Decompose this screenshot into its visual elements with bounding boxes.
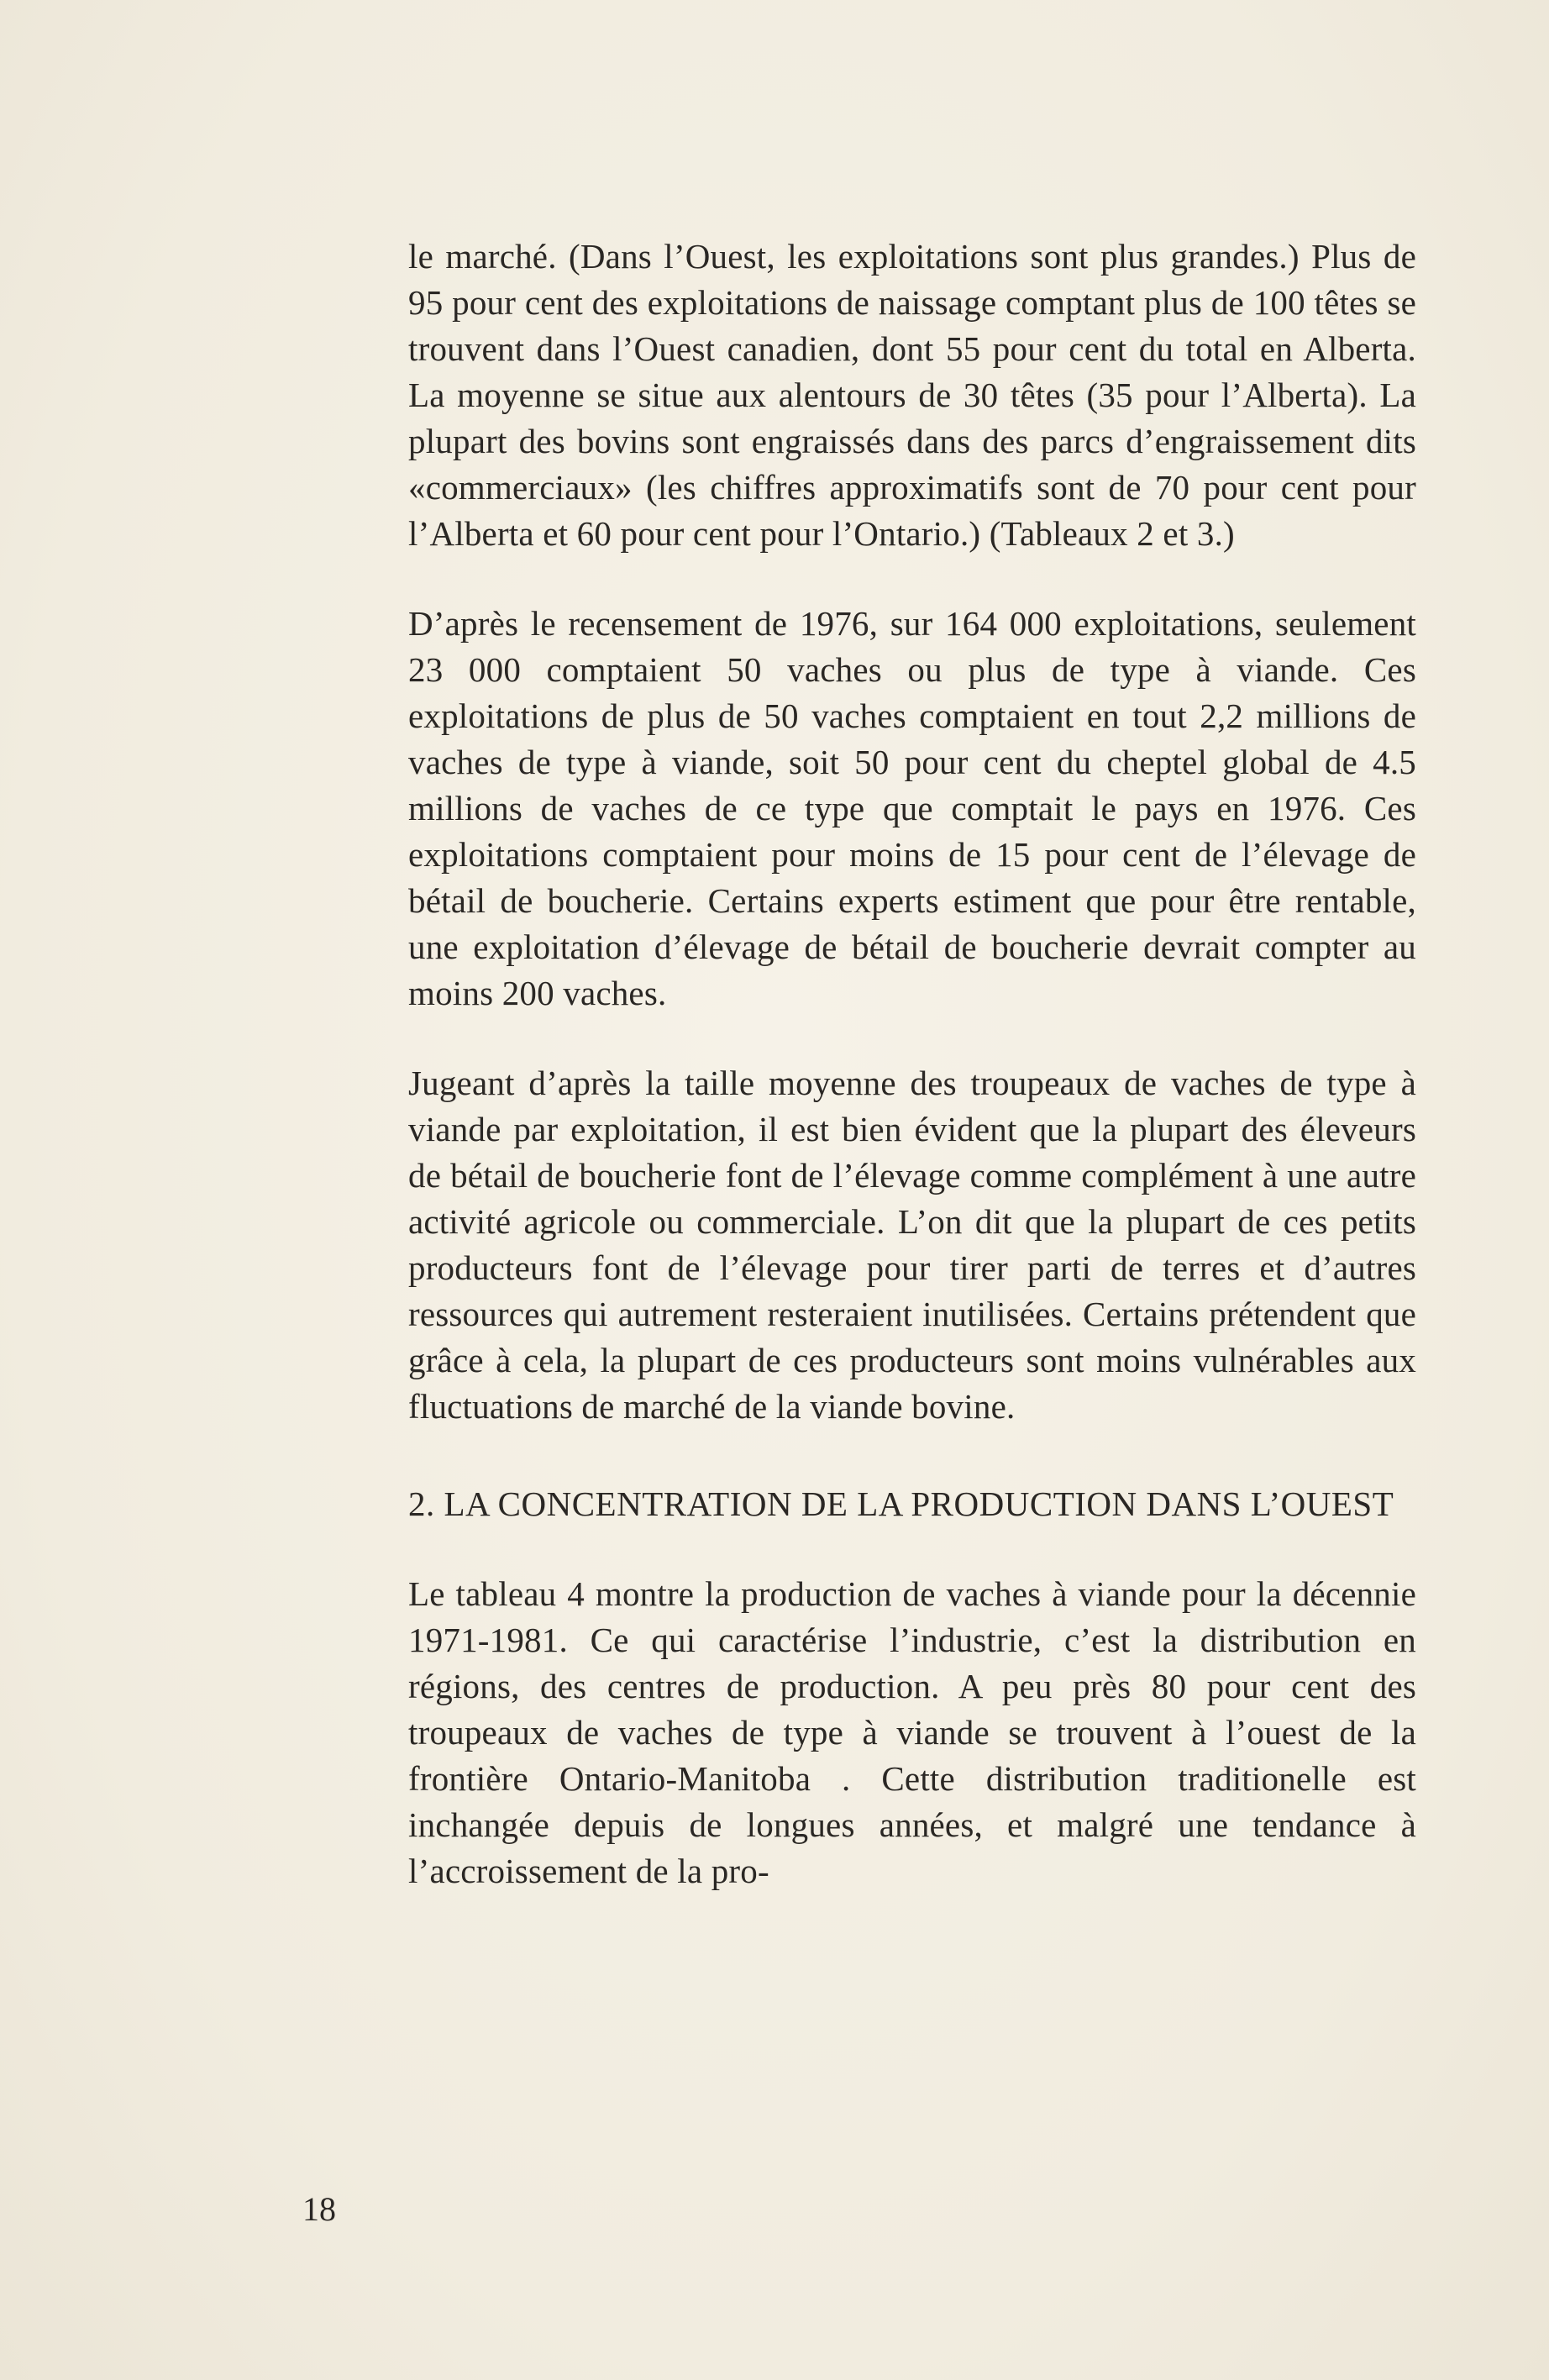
paragraph-1: le marché. (Dans l’Ouest, les exploitations sont plus grandes.) Plus de 95 pour cent des exploitations de naissage comptant plus de 100 têtes se trouvent dans l’Ouest canadien, dont 55 pour cent du total en Alberta. La moyenne se situe aux alentours de 30 têtes (35 pour l’Alberta). La plupart des bovins sont engraissés dans des parcs d’engraissement dits «commerciaux» (les chiffres approximatifs sont de 70 pour cent pour l’Alberta et 60 pour cent pour l’Ontario.) (Tableaux 2 et 3.) bbox=[408, 237, 1416, 553]
page-content bbox=[408, 234, 1416, 1894]
paragraph-3: Jugeant d’après la taille moyenne des troupeaux de vaches de type à viande par exploitation, il est bien évident que la plupart des éleveurs de bétail de boucherie font de l’élevage comme complément à une autre activité agricole ou commerciale. L’on dit que la plupart de ces petits producteurs font de l’élevage pour tirer parti de terres et d’autres ressources qui autrement resteraient inutilisées. Certains prétendent que grâce à cela, la plupart de ces producteurs sont moins vulnérables aux fluctuations de marché de la viande bovine. bbox=[408, 1064, 1416, 1426]
section-heading: 2. LA CONCENTRATION DE LA PRODUCTION DANS L’OUEST bbox=[408, 1484, 1394, 1523]
paragraph-2: D’après le recensement de 1976, sur 164 000 exploitations, seulement 23 000 comptaient 50 vaches ou plus de type à viande. Ces exploitations de plus de 50 vaches comptaient en tout 2,2 millions de vaches de type à viande, soit 50 pour cent du cheptel global de 4.5 millions de vaches de ce type que comptait le pays en 1976. Ces exploitations comptaient pour moins de 15 pour cent de l’élevage de bétail de boucherie. Certains experts estiment que pour être rentable, une exploitation d’élevage de bétail de boucherie devrait compter au moins 200 vaches. bbox=[408, 604, 1416, 1012]
paragraph-4: Le tableau 4 montre la production de vaches à viande pour la décennie 1971-1981. Ce qui caractérise l’industrie, c’est la distribution en régions, des centres de production. A peu près 80 pour cent des troupeaux de vaches de type à viande se trouvent à l’ouest de la frontière Ontario-Manitoba . Cette distribution traditionelle est inchangée depuis de longues années, et malgré une tendance à l’accroissement de la pro- bbox=[408, 1574, 1416, 1890]
page-number: 18 bbox=[302, 2190, 336, 2228]
